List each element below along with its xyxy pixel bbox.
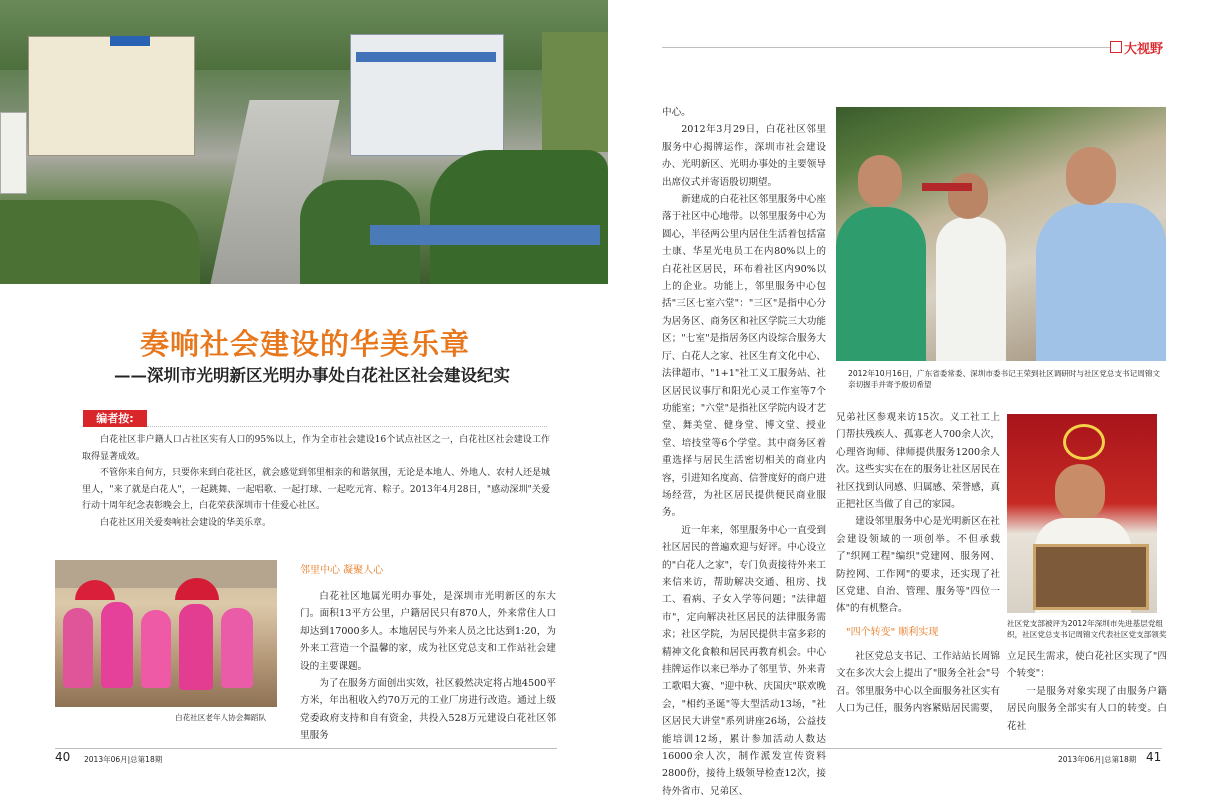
section-logo-icon bbox=[1110, 41, 1122, 53]
editor-note-body bbox=[82, 432, 550, 532]
hero-photo-town bbox=[0, 0, 608, 284]
section-logo-text: 大视野 bbox=[1124, 41, 1164, 57]
editor-label-text: 编者按: bbox=[96, 412, 134, 425]
section-logo bbox=[1110, 38, 1163, 56]
body-paragraph: 兄弟社区参观来访15次。义工社工上门帮扶残疾人、孤寡老人700余人次，心理咨询师、律师提供服务1200余人次。这些实实在在的服务让社区居民在社区找到认同感、归属感、荣誉感，真正把社区当做了自己的家园。 bbox=[836, 412, 1000, 511]
issue-date-left-text: 2013年06月 bbox=[84, 755, 128, 764]
body-paragraph: 中心。 bbox=[662, 107, 691, 118]
article-title: 奏响社会建设的华美乐章 bbox=[140, 327, 471, 361]
issue-date-right: 2013年06月|总第18期 bbox=[1058, 755, 1137, 764]
column-4 bbox=[1007, 648, 1167, 735]
body-paragraph: 一是服务对象实现了由服务户籍居民向服务全部实有人口的转变。白花社 bbox=[1007, 685, 1167, 732]
editor-note-label bbox=[83, 410, 147, 427]
column-3-continued bbox=[836, 648, 1000, 718]
page-number-right: 41 bbox=[1146, 750, 1162, 764]
body-paragraph: 2012年3月29日，白花社区邻里服务中心揭牌运作，深圳市社会建设办、光明新区、光明办事处的主要领导出席仪式并寄语殷切期望。 bbox=[662, 124, 826, 188]
footer-rule-right bbox=[662, 748, 1162, 749]
handshake-caption: 2012年10月16日，广东省委常委、深圳市委书记王荣到社区调研时与社区党总支书记周锦文亲切握手并寄予殷切希望 bbox=[848, 369, 1161, 389]
issue-date-right-text: 2013年06月 bbox=[1058, 755, 1102, 764]
issue-number-left: 总第18期 bbox=[130, 755, 163, 764]
column-1 bbox=[300, 588, 556, 745]
footer-rule-left bbox=[55, 748, 557, 749]
award-photo bbox=[1007, 414, 1157, 613]
dancers-caption: 白花社区老年人协会舞蹈队 bbox=[175, 713, 267, 722]
issue-number-right: 总第18期 bbox=[1104, 755, 1137, 764]
body-paragraph: 近一年来，邻里服务中心一直受到社区居民的普遍欢迎与好评。中心设立的"白花人之家"，专门负责接待外来工来信来访，帮助解决交通、租房、找工、看病、子女入学等问题；"法律超市"，定向解决社区居民的法律服务需求；社区学院，为居民提供丰富多彩的精神文化食粮和居民再教育机会。中心挂牌运作以来已举办了邻里节、外来青工歌唱大赛、"迎中秋、庆国庆"联欢晚会，"相约圣诞"等大型活动13场，"社区居民大讲堂"系列讲座26场，公益技能培训12场，累计参加活动人数达16000余人次，制作派发宣传资料2800份，接待上级领导检查12次，接待外省市、兄弟区、 bbox=[662, 524, 826, 797]
article-subtitle: ——深圳市光明新区光明办事处白花社区社会建设纪实 bbox=[114, 366, 510, 385]
editor-note-rule bbox=[147, 426, 547, 427]
issue-date-left: 2013年06月|总第18期 bbox=[84, 755, 163, 764]
editor-note-paragraph: 不管你来自何方，只要你来到白花社区，就会感觉到邻里相亲的和谐氛围，无论是本地人、外地人、农村人还是城里人，"来了就是白花人"，一起跳舞、一起唱歌、一起打球、一起吃元宵、粽子。2013年4月28日，"感动深圳"关爱行动十周年纪念表彰晚会上，白花荣获深圳市十佳爱心社区。 bbox=[82, 468, 551, 512]
column-3 bbox=[836, 409, 1000, 618]
dancers-photo bbox=[55, 560, 277, 707]
body-paragraph: 立足民生需求，使白花社区实现了"四个转变"： bbox=[1007, 651, 1167, 680]
body-paragraph: 为了在服务方面创出实效，社区毅然决定将占地4500平方米，年出租收入约70万元的工业厂房进行改造。通过上级党委政府支持和自有资金，共投入528万元建设白花社区邻里服务 bbox=[300, 678, 556, 742]
body-paragraph: 新建成的白花社区邻里服务中心座落于社区中心地带。以邻里服务中心为圆心，半径两公里内居住生活着包括富士康、华星光电员工在内80%以上的白花社区居民，环布着社区内90%以上的企业。功能上，邻里服务中心包括"三区七室六堂"："三区"是指中心分为居务区、商务区和社区学院三大功能区；"七室"是指居务区内设综合服务大厅、白花人之家、社区生育文化中心、法律超市、"1+1"社工义工服务站、社区居民议事厅和阳光心灵工作室等7个功能室；"六堂"是指社区学院内设才艺堂、舞美堂、健身堂、博文堂、授业堂、培技堂等6个学堂。其中商务区着重选择与居民生活密切相关的商业内容，引进知名度高、信誉度好的商户进场经营，为社区居民提供便民商业服务。 bbox=[662, 194, 826, 519]
award-caption: 社区党支部被评为2012年深圳市先进基层党组织，社区党总支书记周锦文代表社区党支部领奖 bbox=[1007, 619, 1167, 639]
section-heading-neighborhood: 邻里中心 凝聚人心 bbox=[300, 565, 384, 576]
header-rule bbox=[662, 47, 1110, 48]
body-paragraph: 社区党总支书记、工作站站长周锦文在多次大会上提出了"服务全社会"号召。邻里服务中心以全面服务社区实有人口为己任，服务内容紧贴居民需要， bbox=[836, 651, 1000, 715]
section-heading-four-changes: "四个转变" 顺利实现 bbox=[846, 627, 939, 638]
page-number-left: 40 bbox=[55, 750, 71, 764]
body-paragraph: 建设邻里服务中心是光明新区在社会建设领域的一项创举。不但承载了"织网工程"编织"党建网、服务网、防控网、工作网"的要求，还实现了社区党建、自治、管理、服务等"四位一体"的有机整合。 bbox=[836, 516, 1000, 615]
editor-note-paragraph: 白花社区用关爱奏响社会建设的华美乐章。 bbox=[100, 517, 272, 528]
body-paragraph: 白花社区地属光明办事处，是深圳市光明新区的东大门。面积13平方公里，户籍居民只有870人，外来常住人口却达到17000多人。本地居民与外来人员之比达到1:20，为外来工营造一个温馨的家，成为社区党总支和工作站社会建设的主要课题。 bbox=[300, 591, 556, 672]
column-2 bbox=[662, 104, 826, 800]
editor-note-paragraph: 白花社区非户籍人口占社区实有人口的95%以上，作为全市社会建设16个试点社区之一，白花社区社会建设工作取得显著成效。 bbox=[82, 435, 550, 462]
handshake-photo bbox=[836, 107, 1166, 361]
